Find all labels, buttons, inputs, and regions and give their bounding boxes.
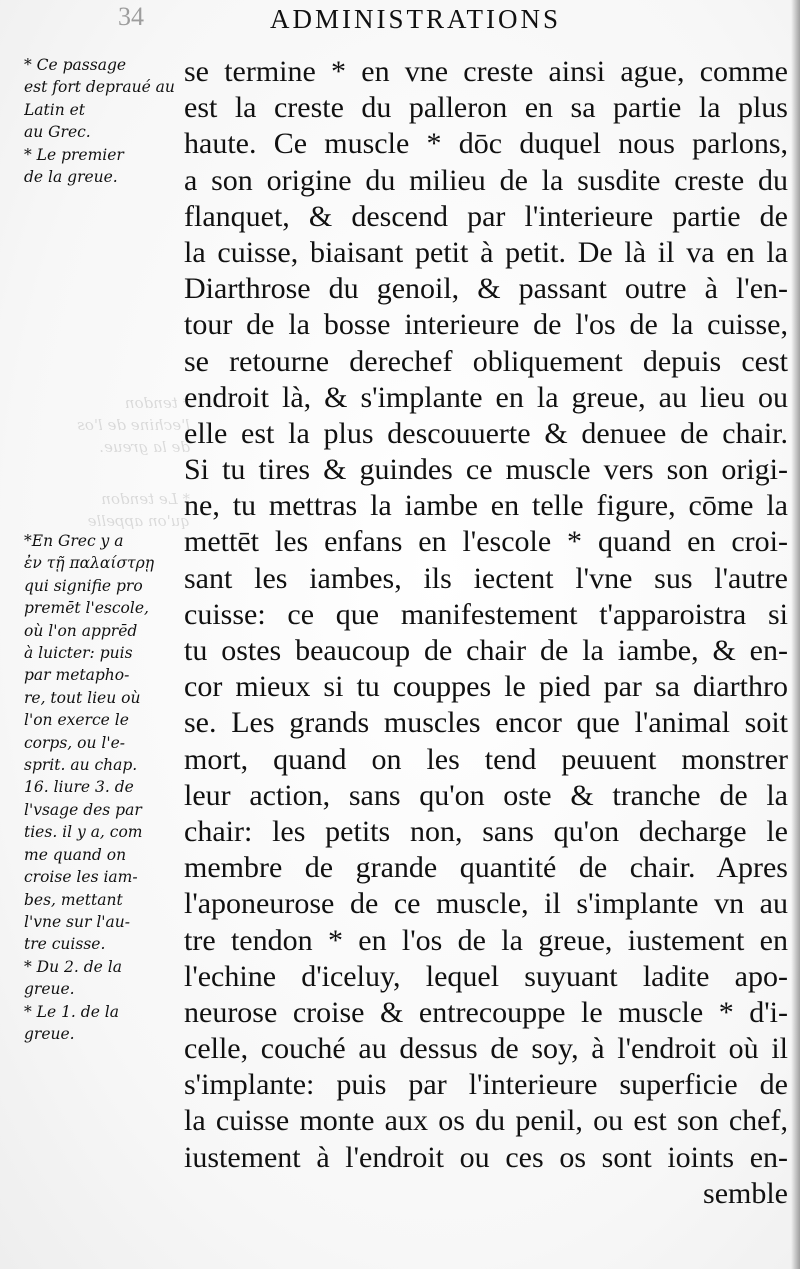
margin-note-line: * Ce passage	[24, 56, 127, 74]
page-edge-shadow	[791, 0, 800, 1269]
margin-note-line: 16. liure 3. de	[24, 778, 134, 797]
body-line: la cuisse, biaisant petit à petit. De là il va en la	[184, 235, 788, 269]
body-line: tour de la bosse interieure de l'os de la cuisse,	[184, 308, 788, 342]
show-through-bleed-1: * tendon l'echine de l'os de la greue.	[77, 394, 190, 456]
body-line: chair: les petits non, sans qu'on decharge le	[184, 814, 788, 848]
body-line: la cuisse monte aux os du penil, ou est son chef,	[184, 1104, 788, 1138]
margin-note-line: * Le 1. de la	[24, 1002, 120, 1021]
margin-note-line: ties. il y a, com	[24, 823, 143, 842]
margin-note-line: re, tout lieu où	[24, 688, 141, 707]
body-line: ne, tu mettras la iambe en telle figure, cōme la	[184, 489, 788, 523]
page-number: 34	[118, 2, 144, 31]
body-line: elle est la plus descouuerte & denuee de chair.	[184, 416, 788, 450]
body-line: mort, quand on les tend peuuent monstrer	[184, 742, 788, 776]
body-line: se termine * en vne creste ainsi ague, comme	[184, 55, 788, 88]
body-line: sant les iambes, ils iectent l'vne sus l'autre	[184, 561, 788, 595]
body-line: a son origine du milieu de la susdite creste du	[184, 163, 788, 197]
margin-note-line: * Du 2. de la	[24, 957, 122, 976]
margin-note-line: corps, ou l'e-	[24, 733, 126, 752]
show-through-bleed-2: * Le tendon qu'on appelle	[87, 490, 190, 530]
margin-note-line: est fort depraué au Latin et	[24, 78, 175, 119]
body-line: haute. Ce muscle * dōc duquel nous parlons,	[184, 127, 788, 161]
body-line: celle, couché au dessus de soy, à l'endroit où il	[184, 1032, 788, 1066]
margin-note-line: greue.	[24, 1024, 75, 1043]
margin-note-line: où l'on apprēd	[24, 621, 138, 640]
margin-note-line: ἐν τῇ παλαίστρῃ	[24, 554, 155, 573]
margin-note-line: par metapho-	[24, 666, 130, 685]
margin-note-line: au Grec.	[24, 123, 91, 142]
margin-note-1	[24, 54, 184, 188]
margin-note-line: me quand on	[24, 845, 127, 864]
margin-note-line: de la greue.	[24, 168, 118, 187]
body-line: se. Les grands muscles encor que l'animal soit	[184, 706, 788, 740]
margin-note-line: à luicter: puis	[24, 644, 133, 663]
body-line: l'aponeurose de ce muscle, il s'implante vn au	[184, 887, 788, 921]
margin-note-line: croise les iam-	[24, 868, 138, 887]
margin-note-2	[24, 530, 184, 1045]
margin-note-line: premēt l'escole,	[24, 599, 149, 618]
body-line: membre de grande quantité de chair. Apres	[184, 851, 788, 885]
body-line: Diarthrose du genoil, & passant outre à l'en-	[184, 272, 788, 306]
body-line: est la creste du palleron en sa partie la plus	[184, 91, 788, 125]
body-line: s'implante: puis par l'interieure superficie de	[184, 1068, 788, 1102]
body-line: l'echine d'iceluy, lequel suyuant ladite apo-	[184, 959, 788, 993]
body-line: cuisse: ce que manifestement t'apparoistra si	[184, 597, 788, 631]
margin-note-line: * Le premier	[24, 145, 124, 164]
body-line-catchword: semble	[703, 1176, 788, 1210]
margin-note-line: qui signifie pro	[24, 576, 143, 595]
page-header	[0, 2, 800, 38]
body-line: se retourne derechef obliquement depuis cest	[184, 344, 788, 378]
margin-note-line: greue.	[24, 980, 75, 999]
margin-note-line: sprit. au chap.	[24, 756, 138, 775]
body-line: iustement à l'endroit ou ces os sont ioints en-	[184, 1140, 788, 1174]
body-line: flanquet, & descend par l'interieure partie de	[184, 199, 788, 233]
margin-note-line: l'vsage des par	[24, 800, 142, 819]
margin-note-line: tre cuisse.	[24, 935, 106, 954]
body-line: neurose croise & entrecouppe le muscle * d'i-	[184, 995, 788, 1029]
margin-note-line: *En Grec y a	[24, 532, 124, 550]
body-line: mettēt les enfans en l'escole * quand en croi-	[184, 525, 788, 559]
body-line: tre tendon * en l'os de la greue, iustement en	[184, 923, 788, 957]
margin-note-line: l'vne sur l'au-	[24, 912, 131, 931]
body-line: tu ostes beaucoup de chair de la iambe, & en-	[184, 634, 788, 667]
body-text	[184, 54, 788, 1212]
margin-note-line: bes, mettant	[24, 890, 123, 909]
running-head: ADMINISTRATIONS	[270, 4, 562, 34]
margin-note-line: l'on exerce le	[24, 711, 129, 730]
body-line: endroit là, & s'implante en la greue, au lieu ou	[184, 380, 788, 414]
body-line: cor mieux si tu couppes le pied par sa diarthro	[184, 670, 788, 704]
body-line: Si tu tires & guindes ce muscle vers son origi-	[184, 453, 788, 487]
body-line: leur action, sans qu'on oste & tranche de la	[184, 778, 788, 812]
